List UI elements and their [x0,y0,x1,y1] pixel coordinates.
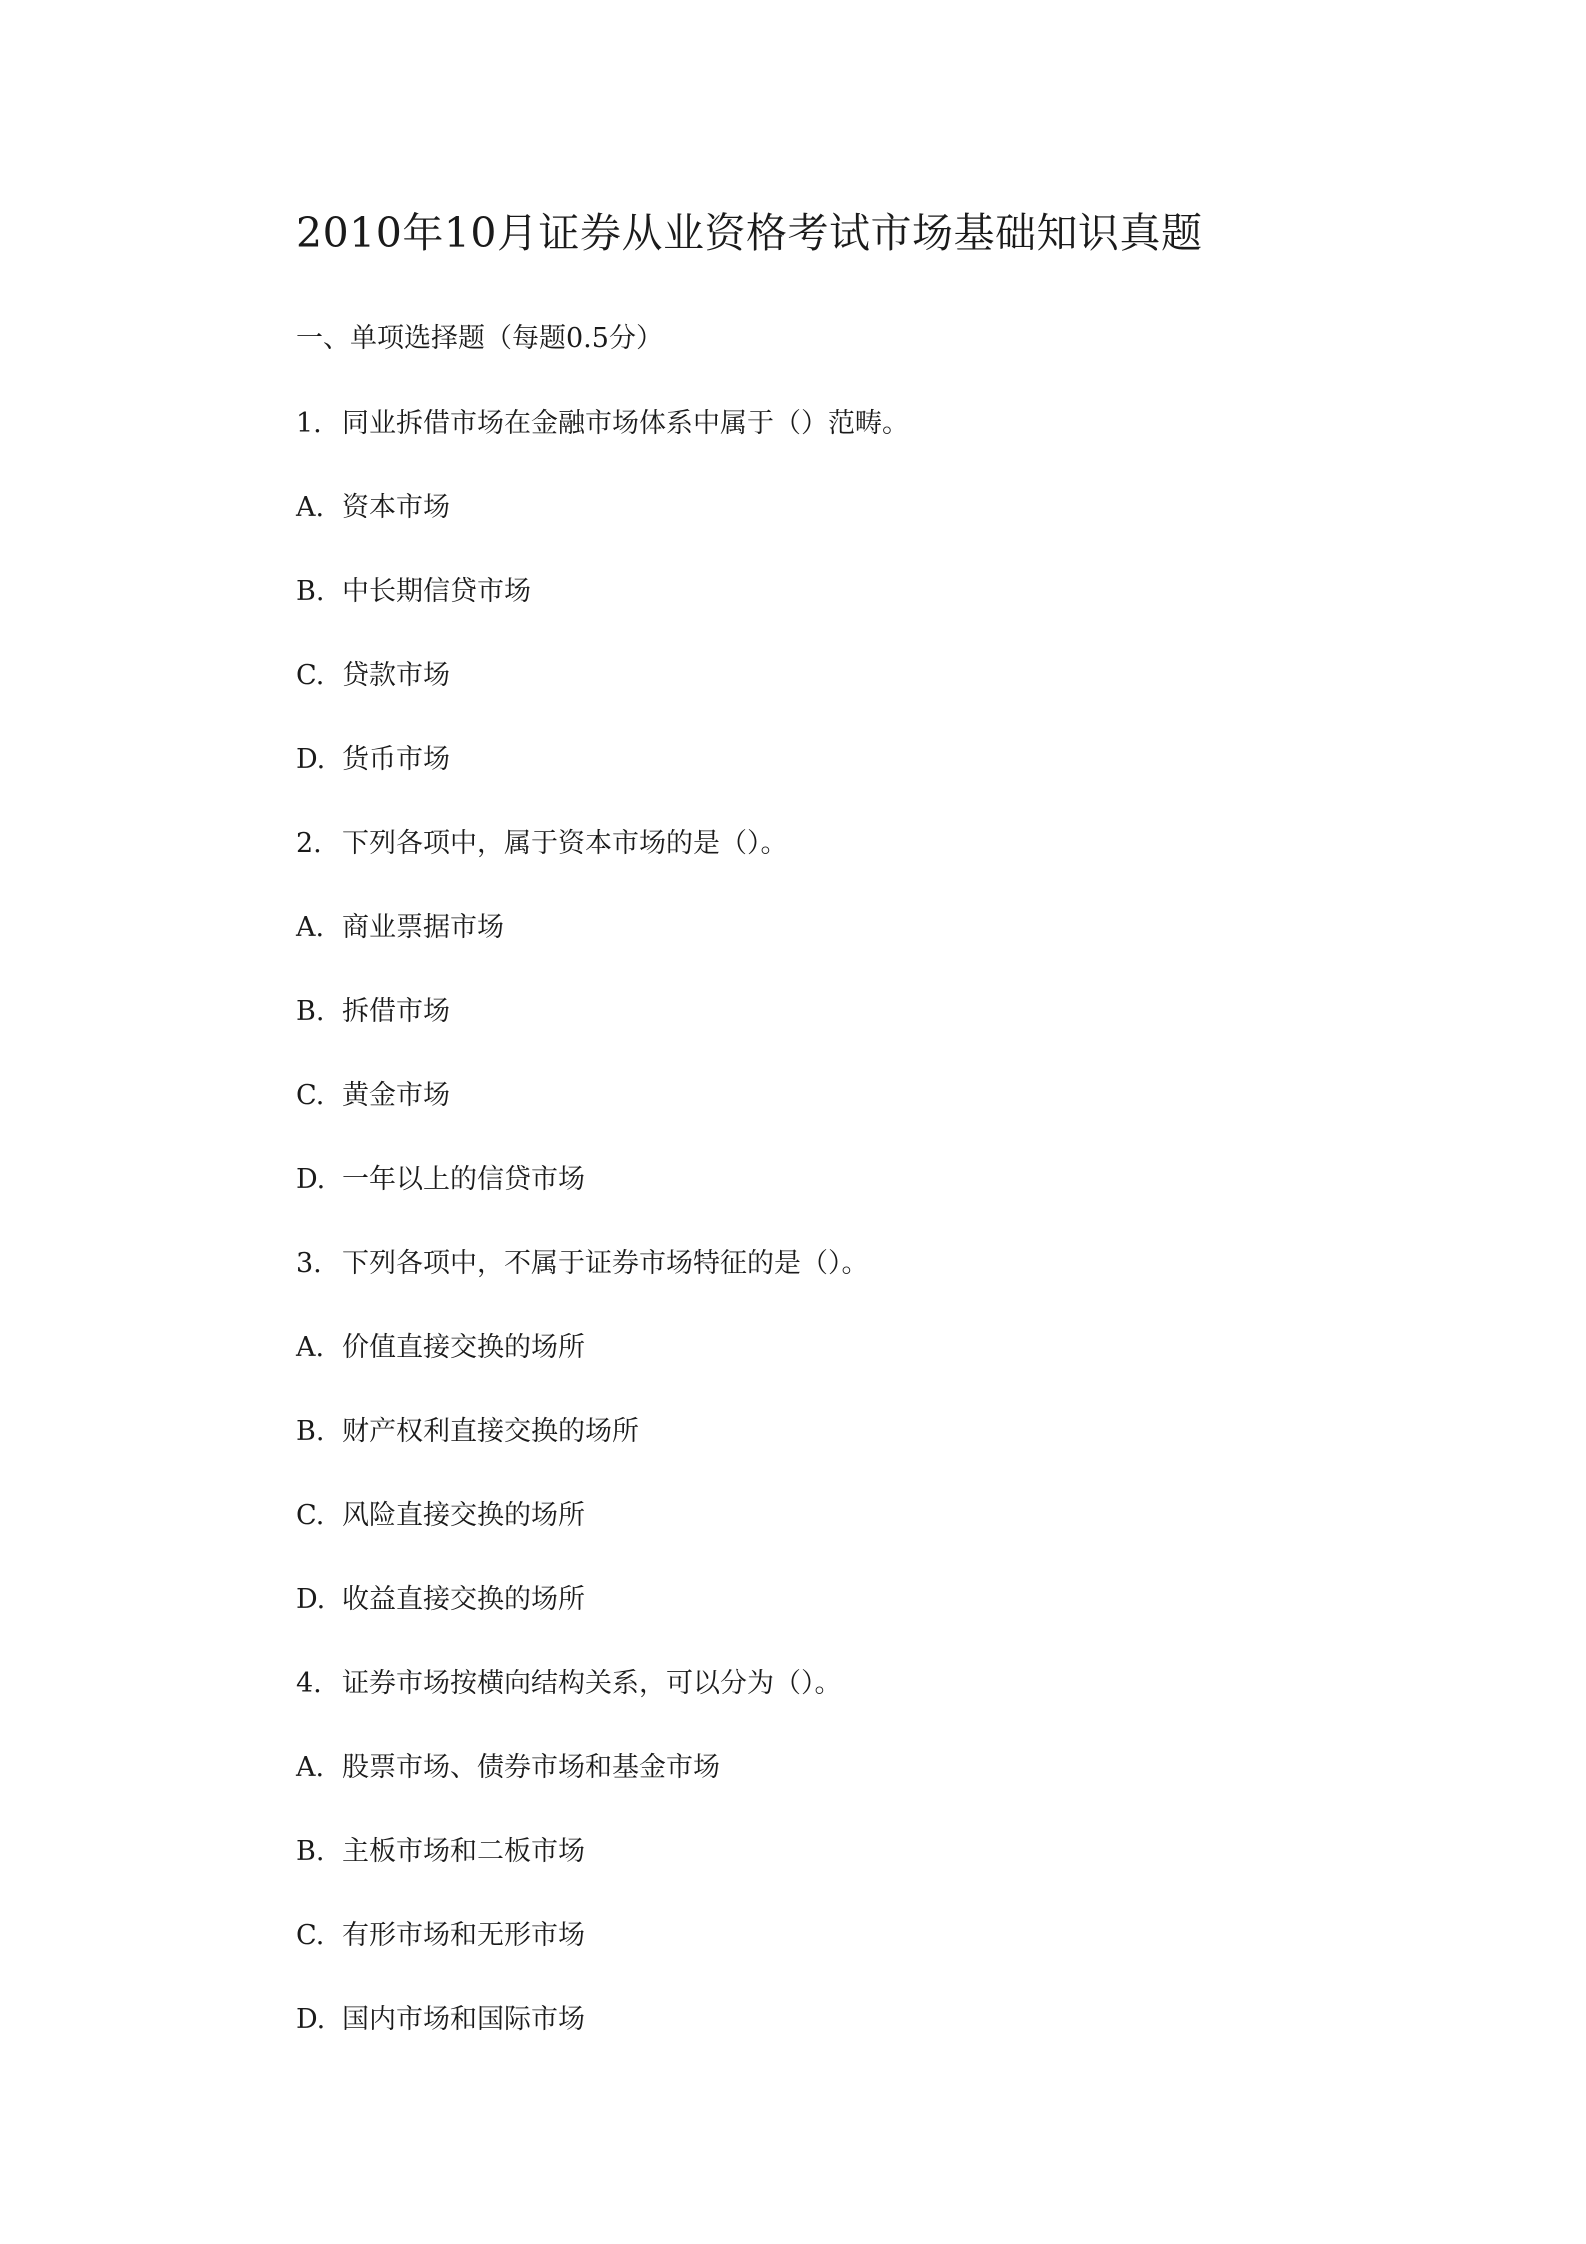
document-title: 2010年10月证券从业资格考试市场基础知识真题 [296,209,1203,257]
option-2d [296,1161,585,1199]
option-1d [296,741,450,779]
option-3b [296,1413,639,1451]
option-text: 贷款市场 [342,660,450,691]
option-label: A. [296,1332,325,1363]
question-text: 下列各项中，属于资本市场的是（）。 [342,828,788,859]
option-2c [296,1077,450,1115]
option-label: A. [296,1752,325,1783]
option-2b [296,993,450,1031]
option-text: 收益直接交换的场所 [342,1584,585,1615]
option-label: C. [296,1920,325,1951]
option-1a [296,489,450,527]
question-number: 4. [296,1668,322,1699]
option-4c [296,1917,585,1955]
option-4b [296,1833,585,1871]
option-label: A. [296,492,325,523]
option-text: 拆借市场 [342,996,450,1027]
option-label: D. [296,744,326,775]
question-text: 同业拆借市场在金融市场体系中属于（）范畴。 [342,408,909,439]
option-label: D. [296,1584,326,1615]
option-text: 货币市场 [342,744,450,775]
option-text: 财产权利直接交换的场所 [342,1416,639,1447]
option-text: 股票市场、债券市场和基金市场 [342,1752,720,1783]
option-label: B. [296,576,325,607]
option-4d [296,2001,585,2039]
option-text: 风险直接交换的场所 [342,1500,585,1531]
option-2a [296,909,504,947]
option-label: B. [296,1836,325,1867]
option-label: D. [296,2004,326,2035]
option-label: B. [296,1416,325,1447]
option-3c [296,1497,585,1535]
option-label: A. [296,912,325,943]
question-number: 3. [296,1248,322,1279]
option-3a [296,1329,585,1367]
option-text: 资本市场 [342,492,450,523]
option-text: 主板市场和二板市场 [342,1836,585,1867]
option-label: B. [296,996,325,1027]
option-label: D. [296,1164,326,1195]
section-heading: 一、单项选择题（每题0.5分） [296,323,663,354]
option-3d [296,1581,585,1619]
question-number: 2. [296,828,322,859]
option-text: 中长期信贷市场 [342,576,531,607]
option-text: 价值直接交换的场所 [342,1332,585,1363]
question-3 [296,1245,869,1283]
option-label: C. [296,660,325,691]
question-4 [296,1665,842,1703]
question-2 [296,825,788,863]
option-text: 商业票据市场 [342,912,504,943]
question-text: 证券市场按横向结构关系，可以分为（）。 [342,1668,842,1699]
option-text: 有形市场和无形市场 [342,1920,585,1951]
option-4a [296,1749,720,1787]
question-number: 1. [296,408,322,439]
question-1 [296,405,909,443]
question-text: 下列各项中，不属于证券市场特征的是（）。 [342,1248,869,1279]
option-label: C. [296,1080,325,1111]
option-text: 国内市场和国际市场 [342,2004,585,2035]
option-1b [296,573,531,611]
option-label: C. [296,1500,325,1531]
option-text: 一年以上的信贷市场 [342,1164,585,1195]
option-text: 黄金市场 [342,1080,450,1111]
option-1c [296,657,450,695]
